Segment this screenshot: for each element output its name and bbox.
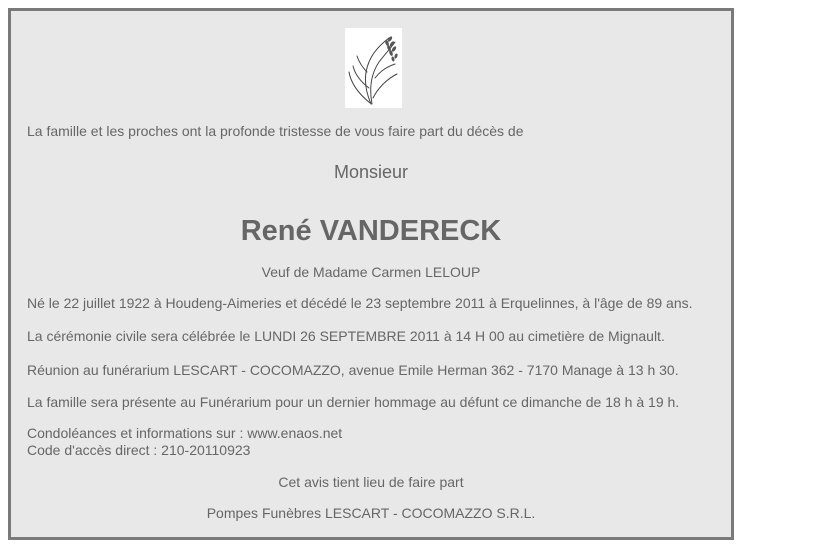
access-code-text: Code d'accès direct : 210-20110923 bbox=[27, 442, 251, 458]
notice-text: Cet avis tient lieu de faire part bbox=[278, 474, 464, 490]
ceremony-text: La cérémonie civile sera célébrée le LUNDI 26 SEPTEMBRE 2011 à 14 H 00 au cimetière de Mignault. bbox=[27, 328, 665, 344]
honorific: Monsieur bbox=[333, 162, 409, 182]
birth-death-text: Né le 22 juillet 1922 à Houdeng-Aimeries et décédé le 23 septembre 2011 à Erquelinnes, à l'âge de 89 ans. bbox=[27, 295, 693, 311]
widow-text: Veuf de Madame Carmen LELOUP bbox=[261, 264, 481, 280]
funeral-home-text: Pompes Funèbres LESCART - COCOMAZZO S.R.L. bbox=[206, 505, 536, 521]
deceased-name: René VANDERECK bbox=[240, 215, 502, 247]
wheat-stalk-icon bbox=[345, 28, 402, 108]
intro-text: La famille et les proches ont la profonde tristesse de vous faire part du décès de bbox=[27, 123, 524, 139]
reunion-text: Réunion au funérarium LESCART - COCOMAZZO, avenue Emile Herman 362 - 7170 Manage à 13 h 30. bbox=[27, 362, 679, 378]
death-notice-card bbox=[8, 8, 734, 540]
condolences-text: Condoléances et informations sur : www.enaos.net bbox=[27, 425, 343, 441]
presence-text: La famille sera présente au Funérarium pour un dernier hommage au défunt ce dimanche de 18 h à 19 h. bbox=[27, 394, 680, 410]
